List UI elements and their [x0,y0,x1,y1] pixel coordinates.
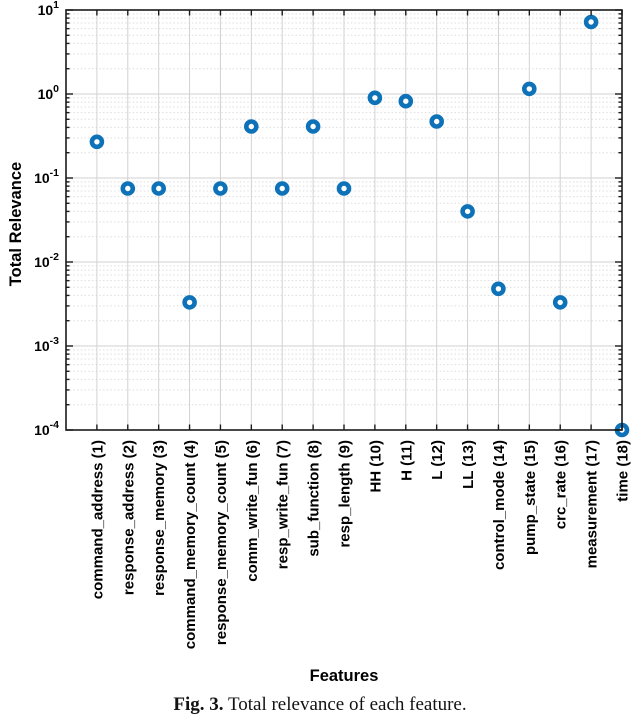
x-tick-labels [89,440,631,649]
x-tick-label: response_memory_count (5) [212,440,230,646]
data-point [215,184,225,194]
y-tick-label: $10^{-3}$ [34,335,59,354]
data-point [154,184,164,194]
data-point [370,93,380,103]
data-point [185,297,195,307]
y-tick-label: $10^{-2}$ [34,251,59,270]
data-point [246,122,256,132]
x-axis-label: Features [309,667,379,685]
y-axis-label: Total Relevance [7,161,25,287]
data-point [308,122,318,132]
x-tick-label: H (11) [398,440,416,481]
data-point [401,96,411,106]
x-tick-label: resp_write_fun (7) [274,440,292,570]
data-point [277,184,287,194]
x-tick-label: command_memory_count (4) [182,440,200,650]
x-tick-label: sub_function (8) [305,440,323,557]
y-tick-labels [34,0,59,438]
x-tick-label: command_address (1) [89,440,107,600]
data-point [339,184,349,194]
figure-caption [0,694,640,716]
x-tick-label: crc_rate (16) [552,440,570,530]
x-tick-label: HH (10) [367,440,385,493]
data-point [555,297,565,307]
x-tick-label: pump_state (15) [521,440,539,556]
y-tick-label: $10^1$ [37,0,59,18]
data-point [586,17,596,27]
data-point [123,184,133,194]
data-point [524,84,534,94]
caption-label: Fig. 3. [173,694,224,715]
data-point [92,137,102,147]
data-point [432,117,442,127]
x-tick-label: time (18) [614,440,632,502]
data-point [493,284,503,294]
x-tick-label: LL (13) [460,440,478,489]
data-points [92,17,627,435]
x-tick-label: resp_length (9) [336,440,354,548]
y-tick-label: $10^{-1}$ [34,167,59,186]
x-tick-label: response_memory (3) [151,440,169,596]
y-tick-label: $10^0$ [37,83,59,102]
caption-text: Total relevance of each feature. [227,694,467,715]
x-tick-label: L (12) [429,440,447,480]
x-tick-label: comm_write_fun (6) [243,440,261,582]
data-point [463,206,473,216]
x-tick-label: response_address (2) [120,440,138,596]
y-tick-label: $10^{-4}$ [34,419,59,438]
x-tick-label: control_mode (14) [490,440,508,571]
x-tick-label: measurement (17) [583,440,601,569]
major-gridlines [66,10,622,430]
